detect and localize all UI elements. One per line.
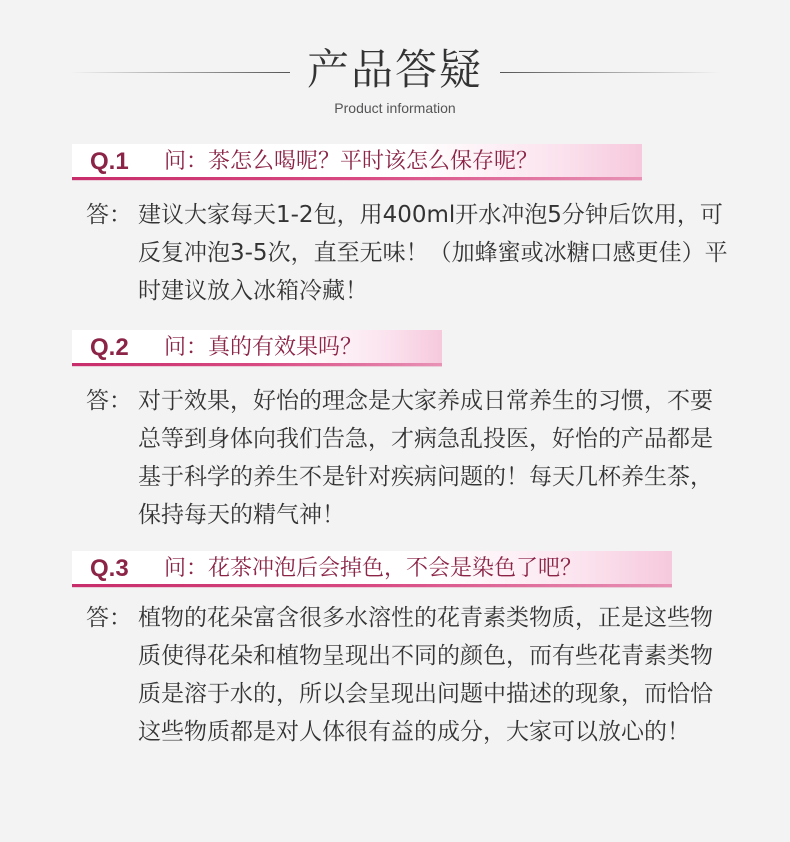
answer-label: 答： [86,388,132,414]
question-bar [72,551,672,587]
question-bar [72,144,642,180]
answer-text: 植物的花朵富含很多水溶性的花青素类物质，正是这些物质使得花朵和植物呈现出不同的颜色，而有些花青素类物质是溶于水的，所以会呈现出问题中描述的现象，而恰恰这些物质都是对人体很有益的成分，大家可以放心的！ [138,605,713,745]
answer-label: 答： [86,605,132,631]
question-text: 问：茶怎么喝呢？平时该怎么保存呢？ [164,149,539,174]
answer-text: 对于效果，好怡的理念是大家养成日常养生的习惯，不要总等到身体向我们告急，才病急乱投医，好怡的产品都是基于科学的养生不是针对疾病问题的！每天几杯养生茶，保持每天的精气神！ [138,388,713,528]
page-subtitle: Product information [334,100,456,116]
question-text: 问：真的有效果吗？ [164,335,363,360]
answer-text: 建议大家每天1-2包，用400ml开水冲泡5分钟后饮用，可反复冲泡3-5次，直至无味！（加蜂蜜或冰糖口感更佳）平时建议放入冰箱冷藏！ [138,202,728,304]
page-title: 产品答疑 [306,45,483,94]
question-number: Q.2 [90,334,129,361]
answer-label: 答： [86,202,132,228]
question-text: 问：花茶冲泡后会掉色，不会是染色了吧？ [164,556,583,581]
question-number: Q.3 [90,555,129,582]
question-number: Q.1 [90,148,129,175]
page-header [0,0,790,130]
question-bar [72,330,442,366]
